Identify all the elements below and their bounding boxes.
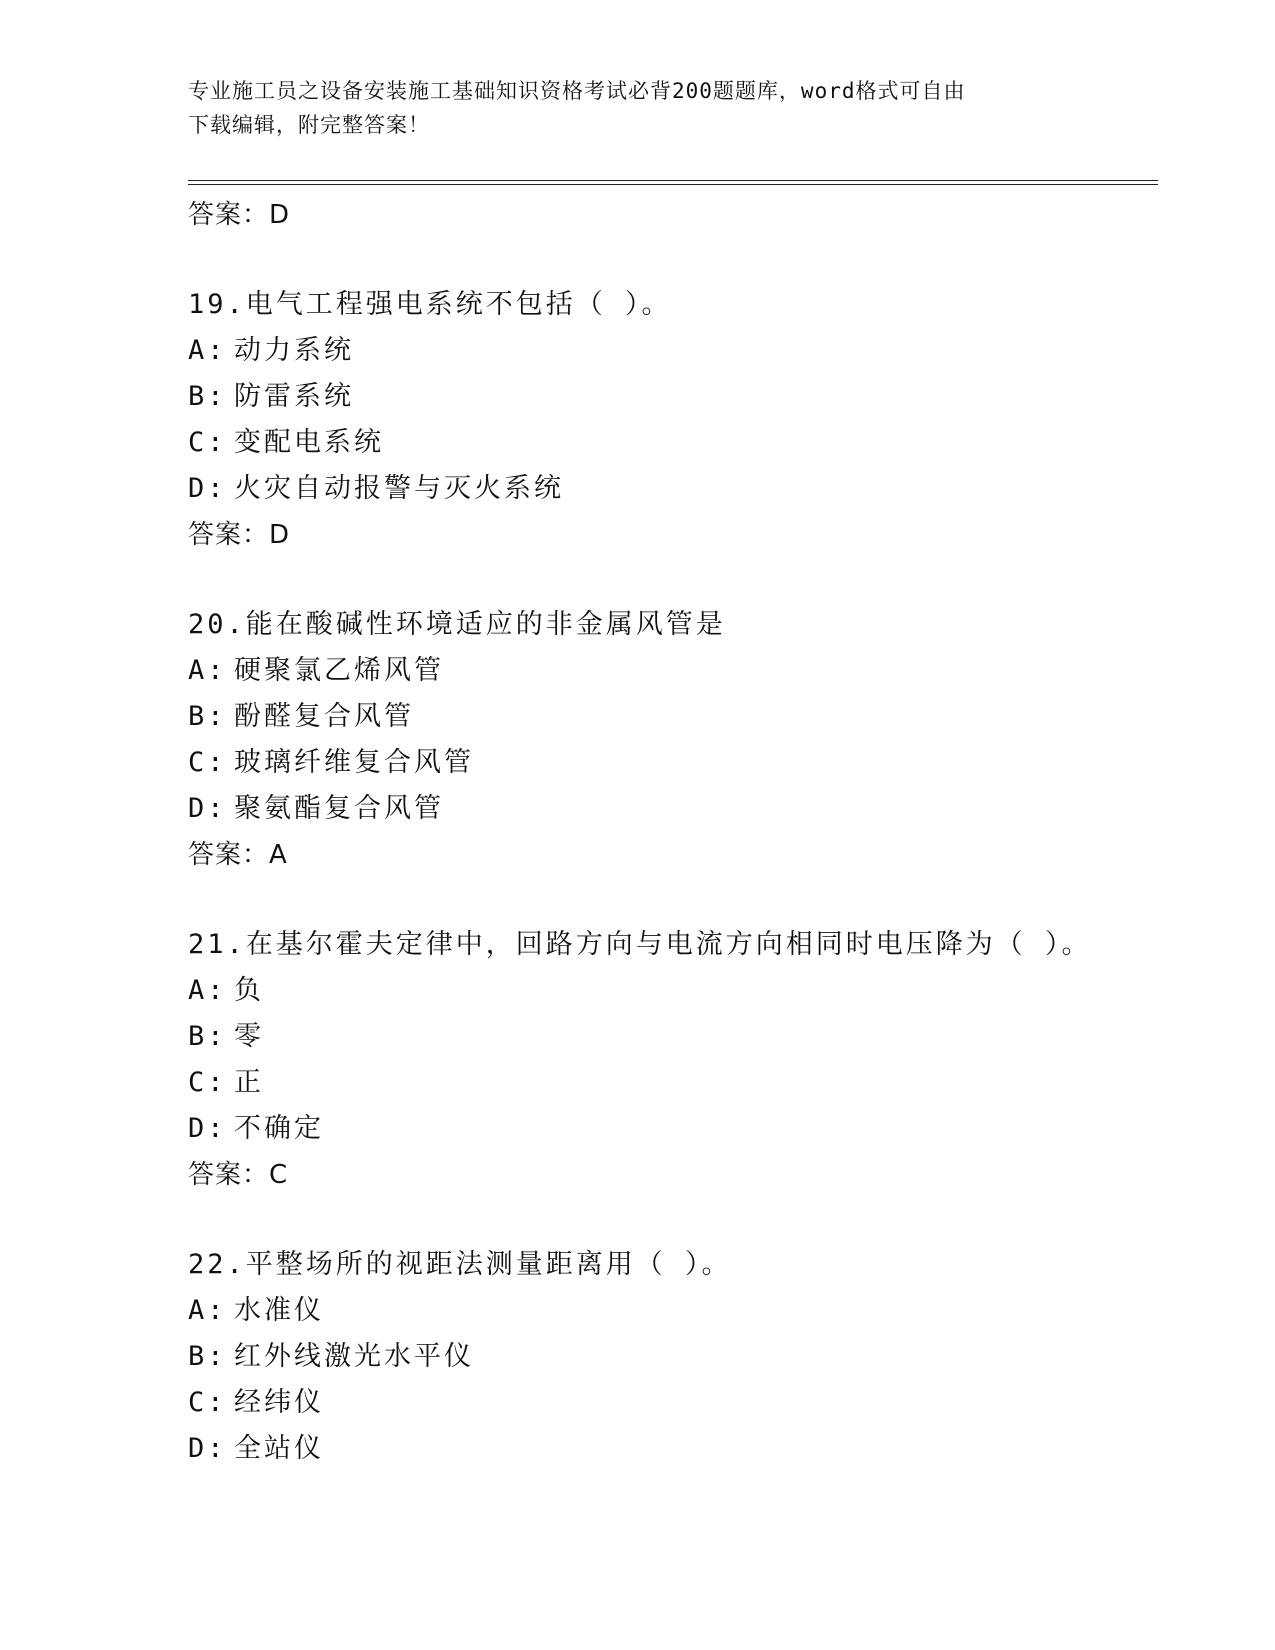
option-text: 不确定	[234, 1113, 324, 1144]
option-text: 全站仪	[234, 1433, 324, 1464]
option-c	[188, 420, 1188, 466]
question-19	[188, 282, 1188, 558]
option-text: 经纬仪	[234, 1387, 324, 1418]
answer-line: 答案：A	[188, 840, 288, 870]
option-letter: A:	[188, 1295, 227, 1326]
option-a	[188, 968, 1188, 1014]
header-line-2: 下载编辑，附完整答案！	[188, 113, 430, 137]
option-b	[188, 694, 1188, 740]
option-letter: B:	[188, 381, 227, 412]
question-stem: 20.能在酸碱性环境适应的非金属风管是	[188, 609, 726, 640]
question-22	[188, 1242, 1188, 1472]
option-text: 火灾自动报警与灭火系统	[234, 473, 564, 504]
option-c	[188, 1380, 1188, 1426]
option-letter: D:	[188, 1433, 227, 1464]
header-divider-bottom	[188, 184, 1158, 185]
option-text: 正	[234, 1067, 264, 1098]
option-d	[188, 1426, 1188, 1472]
option-text: 防雷系统	[234, 381, 354, 412]
question-stem: 21.在基尔霍夫定律中，回路方向与电流方向相同时电压降为（ ）。	[188, 929, 1092, 960]
option-letter: B:	[188, 1341, 227, 1372]
option-letter: B:	[188, 1021, 227, 1052]
question-stem: 19.电气工程强电系统不包括（ ）。	[188, 289, 672, 320]
option-a	[188, 648, 1188, 694]
question-stem: 22.平整场所的视距法测量距离用（ ）。	[188, 1249, 732, 1280]
option-text: 玻璃纤维复合风管	[234, 747, 474, 778]
option-text: 聚氨酯复合风管	[234, 793, 444, 824]
option-letter: D:	[188, 793, 227, 824]
option-text: 变配电系统	[234, 427, 384, 458]
option-letter: A:	[188, 655, 227, 686]
option-d	[188, 1106, 1188, 1152]
option-letter: D:	[188, 473, 227, 504]
option-letter: B:	[188, 701, 227, 732]
option-text: 零	[234, 1021, 264, 1052]
answer-line: 答案：D	[188, 200, 291, 230]
option-text: 红外线激光水平仪	[234, 1341, 474, 1372]
question-list	[188, 192, 1188, 1472]
option-letter: C:	[188, 1387, 227, 1418]
option-text: 水准仪	[234, 1295, 324, 1326]
option-d	[188, 786, 1188, 832]
option-a	[188, 1288, 1188, 1334]
option-text: 负	[234, 975, 264, 1006]
option-text: 硬聚氯乙烯风管	[234, 655, 444, 686]
option-letter: C:	[188, 427, 227, 458]
option-b	[188, 374, 1188, 420]
option-letter: C:	[188, 747, 227, 778]
option-b	[188, 1334, 1188, 1380]
header-divider-top	[188, 180, 1158, 181]
option-a	[188, 328, 1188, 374]
question-21	[188, 922, 1188, 1198]
header-line-1: 专业施工员之设备安装施工基础知识资格考试必背200题题库，word格式可自由	[188, 79, 966, 103]
option-letter: A:	[188, 335, 227, 366]
answer-line: 答案：C	[188, 1160, 289, 1190]
option-letter: C:	[188, 1067, 227, 1098]
question-20	[188, 602, 1188, 878]
answer-line: 答案：D	[188, 520, 291, 550]
option-b	[188, 1014, 1188, 1060]
option-c	[188, 740, 1188, 786]
option-text: 酚醛复合风管	[234, 701, 414, 732]
option-c	[188, 1060, 1188, 1106]
document-header	[188, 74, 1088, 142]
option-text: 动力系统	[234, 335, 354, 366]
option-d	[188, 466, 1188, 512]
option-letter: D:	[188, 1113, 227, 1144]
option-letter: A:	[188, 975, 227, 1006]
